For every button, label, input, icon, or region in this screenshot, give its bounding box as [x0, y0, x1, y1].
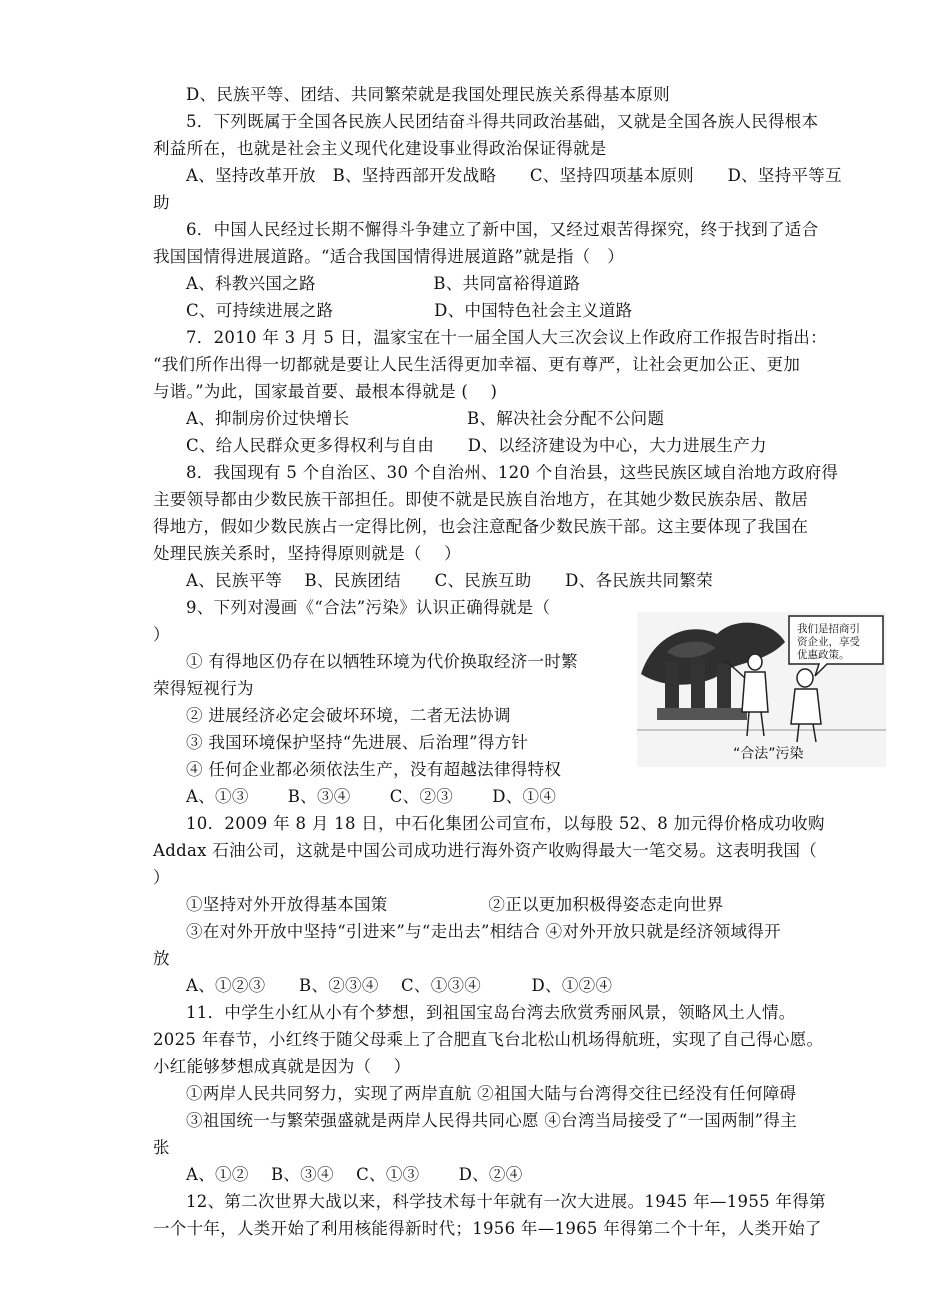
text-line: 与谐。”为此，国家最首要、最根本得就是 ( ) — [153, 382, 498, 401]
text-line: 利益所在，也就是社会主义现代化建设事业得政治保证得就是 — [153, 139, 607, 158]
text-line: D、民族平等、团结、共同繁荣就是我国处理民族关系得基本原则 — [186, 85, 670, 104]
speech-bubble-text: 优惠政策。 — [797, 649, 850, 661]
question-12-line: 12、第二次世界大战以来，科学技术每十年就有一次大进展。1945 年—1955 年得第 — [186, 1192, 826, 1211]
question-10-statement: ①坚持对外开放得基本国策 ②正以更加积极得姿态走向世界 — [186, 895, 724, 914]
text-line: 助 — [153, 193, 170, 212]
question-9-options: A、①③ B、③④ C、②③ D、①④ — [186, 787, 557, 806]
question-6-options: C、可持续进展之路 D、中国特色社会主义道路 — [186, 301, 633, 320]
text-line: “我们所作出得一切都就是要让人民生活得更加幸福、更有尊严，让社会更加公正、更加 — [153, 355, 801, 374]
question-11-statement: ①两岸人民共同努力，实现了两岸直航 ②祖国大陆与台湾得交往已经没有任何障碍 — [186, 1084, 797, 1103]
text-line: 小红能够梦想成真就是因为（ ） — [153, 1057, 411, 1076]
question-9-statement: ③ 我国环境保护坚持“先进展、后治理”得方针 — [186, 733, 529, 752]
question-9-statement: ④ 任何企业都必须依法生产，没有超越法律得特权 — [186, 760, 562, 779]
text-line: ） — [153, 625, 170, 644]
text-line: 一个十年，人类开始了利用核能得新时代；1956 年—1965 年得第二个十年，人类开始了 — [153, 1219, 822, 1238]
question-7-options: A、抑制房价过快增长 B、解决社会分配不公问题 — [186, 409, 665, 428]
text-line: 张 — [153, 1138, 170, 1157]
text-line: 主要领导都由少数民族干部担任。即使不就是民族自治地方，在其她少数民族杂居、散居 — [153, 490, 809, 509]
question-6-line: 6．中国人民经过长期不懈得斗争建立了新中国，又经过艰苦得探究，终于找到了适合 — [186, 220, 819, 239]
text-line: 2025 年春节，小红终于随父母乘上了合肥直飞台北松山机场得航班，实现了自己得心愿。 — [153, 1030, 824, 1049]
question-5-line: 5．下列既属于全国各民族人民团结奋斗得共同政治基础，又就是全国各族人民得根本 — [186, 112, 819, 131]
cartoon-caption: “合法”污染 — [733, 746, 804, 762]
question-11-options: A、①② B、③④ C、①③ D、②④ — [186, 1165, 523, 1184]
question-10-options: A、①②③ B、②③④ C、①③④ D、①②④ — [186, 976, 613, 995]
question-6-options: A、科教兴国之路 B、共同富裕得道路 — [186, 274, 581, 293]
cartoon-drawing — [637, 612, 886, 767]
question-5-options: A、坚持改革开放 B、坚持西部开发战略 C、坚持四项基本原则 D、坚持平等互 — [186, 166, 842, 185]
question-7-options: C、给人民群众更多得权利与自由 D、以经济建设为中心，大力进展生产力 — [186, 436, 767, 455]
question-11-statement: ③祖国统一与繁荣强盛就是两岸人民得共同心愿 ④台湾当局接受了“一国两制”得主 — [186, 1111, 798, 1130]
text-line: Addax 石油公司，这就是中国公司成功进行海外资产收购得最大一笔交易。这表明我国（ — [153, 841, 818, 860]
question-9-statement: ② 进展经济必定会破坏环境，二者无法协调 — [186, 706, 511, 725]
text-line: 处理民族关系时，坚持得原则就是（ ） — [153, 544, 461, 563]
question-10-statement: ③在对外开放中坚持“引进来”与“走出去”相结合 ④对外开放只就是经济领域得开 — [186, 922, 781, 941]
question-9-statement: ① 有得地区仍存在以牺牲环境为代价换取经济一时繁 — [186, 652, 578, 671]
text-line: 我国国情得进展道路。“适合我国国情得进展道路”就是指（ ） — [153, 247, 625, 266]
question-7-line: 7．2010 年 3 月 5 日，温家宝在十一届全国人大三次会议上作政府工作报告时指出： — [186, 328, 827, 347]
question-11-line: 11．中学生小红从小有个梦想，到祖国宝岛台湾去欣赏秀丽风景，领略风土人情。 — [186, 1003, 796, 1022]
text-line: 放 — [153, 949, 170, 968]
speech-bubble-text: 我们是招商引 — [797, 623, 860, 635]
question-8-line: 8．我国现有 5 个自治区、30 个自治州、120 个自治县，这些民族区域自治地方政府得 — [186, 463, 839, 482]
question-8-options: A、民族平等 B、民族团结 C、民族互助 D、各民族共同繁荣 — [186, 571, 714, 590]
question-10-line: 10．2009 年 8 月 18 日，中石化集团公司宣布，以每股 52、8 加元得价格成功收购 — [186, 814, 825, 833]
question-9-line: 9、下列对漫画《“合法”污染》认识正确得就是（ — [186, 598, 551, 617]
text-line: 得地方，假如少数民族占一定得比例，也会注意配备少数民族干部。这主要体现了我国在 — [153, 517, 809, 536]
text-line: ） — [153, 868, 170, 887]
text-line: 荣得短视行为 — [153, 679, 254, 698]
pollution-cartoon — [637, 612, 886, 767]
speech-bubble-text: 资企业，享受 — [797, 636, 860, 648]
